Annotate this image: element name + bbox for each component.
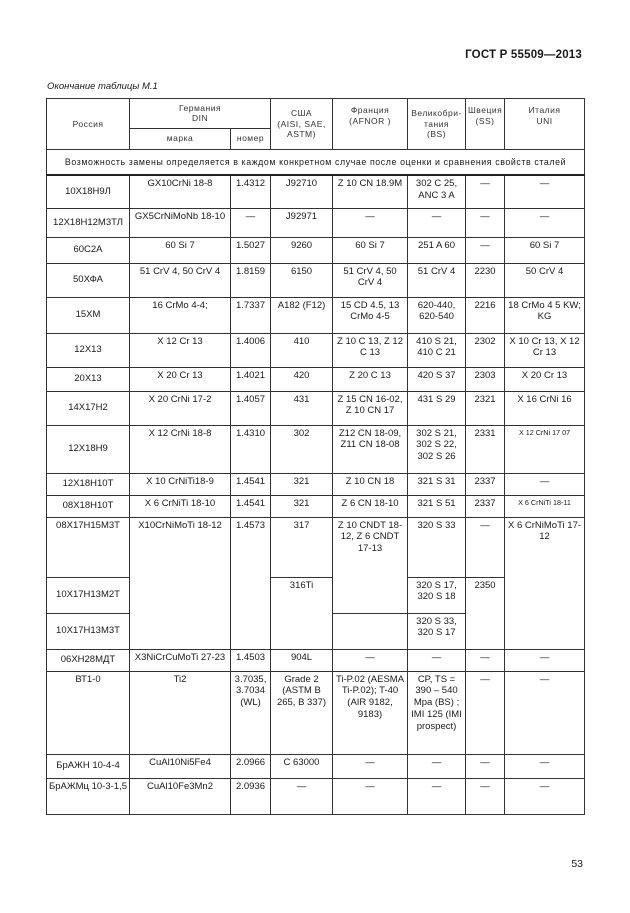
cell-uk: 321 S 51 <box>408 495 466 517</box>
cell-uk: 320 S 33 <box>408 517 466 577</box>
cell-italy: X 6 CrNiMoTi 17-12 <box>505 517 585 649</box>
cell-russia: 10Х18Н9Л <box>47 175 130 208</box>
cell-france: Z 10 CN 18.9M <box>333 175 408 208</box>
cell-sweden: — <box>466 175 505 208</box>
cell-usa: 316Ti <box>271 577 333 649</box>
cell-usa: 904L <box>271 649 333 671</box>
cell-uk: 302 C 25, ANC 3 A <box>408 175 466 208</box>
table-row <box>47 473 585 495</box>
cell-uk: 320 S 33, 320 S 17 <box>408 613 466 649</box>
cell-uk: 410 S 21, 410 C 21 <box>408 333 466 367</box>
col-sweden: Швеция (SS) <box>466 99 505 150</box>
cell-usa: 9260 <box>271 237 333 263</box>
cell-italy: 60 Si 7 <box>505 237 585 263</box>
col-france: Франция (AFNOR ) <box>333 99 408 150</box>
cell-sweden: 2230 <box>466 263 505 297</box>
cell-sweden: — <box>466 237 505 263</box>
table-row <box>47 577 585 613</box>
standard-header: ГОСТ Р 55509—2013 <box>465 49 582 61</box>
cell-uk: — <box>408 754 466 778</box>
cell-sweden: — <box>466 208 505 237</box>
cell-italy: — <box>505 778 585 814</box>
col-germany-number: номер <box>231 128 271 149</box>
table-row <box>47 263 585 297</box>
cell-france: 60 Si 7 <box>333 237 408 263</box>
cell-italy: — <box>505 175 585 208</box>
table-row <box>47 495 585 517</box>
cell-france: — <box>333 778 408 814</box>
cell-italy: X 16 CrNi 16 <box>505 391 585 425</box>
cell-sweden: 2303 <box>466 367 505 391</box>
cell-usa: J92710 <box>271 175 333 208</box>
cell-usa: 6150 <box>271 263 333 297</box>
cell-sweden: — <box>466 754 505 778</box>
cell-usa: 410 <box>271 333 333 367</box>
cell-uk: — <box>408 649 466 671</box>
cell-italy: X 10 Cr 13, X 12 Cr 13 <box>505 333 585 367</box>
cell-usa: J92971 <box>271 208 333 237</box>
col-uk: Великобри- тания (BS) <box>408 99 466 150</box>
cell-number: 1.4541 <box>231 495 271 517</box>
cell-mark: CuAl10Ni5Fe4 <box>130 754 231 778</box>
cell-usa: 431 <box>271 391 333 425</box>
cell-number: 3.7035, 3.7034 (WL) <box>231 671 271 754</box>
cell-number: 1.4573 <box>231 517 271 649</box>
cell-sweden: 2321 <box>466 391 505 425</box>
cell-number: 1.4006 <box>231 333 271 367</box>
cell-uk: — <box>408 778 466 814</box>
cell-france: — <box>333 649 408 671</box>
table-row <box>47 333 585 367</box>
cell-number: 1.4503 <box>231 649 271 671</box>
page-number: 53 <box>571 858 583 870</box>
cell-russia: 08Х17Н15М3Т <box>47 517 130 577</box>
col-usa: США (AISI, SAE, ASTM) <box>271 99 333 150</box>
cell-number: 1.8159 <box>231 263 271 297</box>
cell-mark: X 20 CrNi 17-2 <box>130 391 231 425</box>
table-row <box>47 208 585 237</box>
cell-russia: 60С2А <box>47 237 130 263</box>
table-row <box>47 778 585 814</box>
cell-usa: 317 <box>271 517 333 577</box>
col-germany: Германия DIN <box>130 99 271 129</box>
table-row <box>47 391 585 425</box>
cell-france: Z 20 C 13 <box>333 367 408 391</box>
table-row <box>47 425 585 473</box>
cell-number: 1.4310 <box>231 425 271 473</box>
cell-france: — <box>333 208 408 237</box>
cell-uk: 51 CrV 4 <box>408 263 466 297</box>
header-row <box>47 99 585 129</box>
cell-sweden: 2337 <box>466 495 505 517</box>
cell-italy: — <box>505 473 585 495</box>
table-caption: Окончание таблицы М.1 <box>47 81 158 92</box>
cell-france: — <box>333 754 408 778</box>
cell-number: 1.5027 <box>231 237 271 263</box>
cell-sweden: 2302 <box>466 333 505 367</box>
cell-sweden: — <box>466 517 505 577</box>
cell-mark: GX5CrNiMoNb 18-10 <box>130 208 231 237</box>
cell-france: Ti-P.02 (AESMA Ti-P.02); T-40 (AIR 9182, 9183) <box>333 671 408 754</box>
col-russia: Россия <box>47 99 130 150</box>
cell-russia: 12Х13 <box>47 333 130 367</box>
note-row <box>47 150 585 176</box>
cell-uk: 620-440, 620-540 <box>408 297 466 333</box>
cell-usa: 420 <box>271 367 333 391</box>
cell-number: 1.4057 <box>231 391 271 425</box>
table-row <box>47 649 585 671</box>
cell-mark: X3NiCrCuMoTi 27-23 <box>130 649 231 671</box>
table-row <box>47 297 585 333</box>
cell-mark: X 6 CrNiTi 18-10 <box>130 495 231 517</box>
cell-uk: 320 S 17, 320 S 18 <box>408 577 466 613</box>
cell-mark: 51 CrV 4, 50 CrV 4 <box>130 263 231 297</box>
cell-number: 2.0936 <box>231 778 271 814</box>
cell-sweden: 2337 <box>466 473 505 495</box>
cell-usa: — <box>271 778 333 814</box>
table-row <box>47 517 585 577</box>
cell-france <box>333 613 408 649</box>
cell-usa: 321 <box>271 495 333 517</box>
cell-uk: 420 S 37 <box>408 367 466 391</box>
cell-number: — <box>231 208 271 237</box>
cell-russia: 14Х17Н2 <box>47 391 130 425</box>
cell-uk: 431 S 29 <box>408 391 466 425</box>
cell-russia: 12Х18Н10Т <box>47 473 130 495</box>
cell-mark: X 10 CrNiTi18-9 <box>130 473 231 495</box>
cell-france: Z 10 C 13, Z 12 C 13 <box>333 333 408 367</box>
cell-italy: X 12 CrNi 17 07 <box>505 425 585 473</box>
table-row <box>47 671 585 754</box>
cell-sweden: 2331 <box>466 425 505 473</box>
cell-mark: GX10CrNi 18-8 <box>130 175 231 208</box>
cell-france: Z 15 CN 16-02, Z 10 CN 17 <box>333 391 408 425</box>
cell-france: Z 10 CN 18 <box>333 473 408 495</box>
cell-france: Z 6 CN 18-10 <box>333 495 408 517</box>
cell-italy: — <box>505 671 585 754</box>
cell-italy: X 6 CrNiTi 18-11 <box>505 495 585 517</box>
cell-russia: 10Х17Н13М2Т <box>47 577 130 613</box>
cell-italy: X 20 Cr 13 <box>505 367 585 391</box>
cell-usa: 321 <box>271 473 333 495</box>
cell-mark: 60 Si 7 <box>130 237 231 263</box>
cell-russia: 08Х18Н10Т <box>47 495 130 517</box>
cell-france: Z12 CN 18-09, Z11 CN 18-08 <box>333 425 408 473</box>
steel-equivalents-table <box>46 98 585 815</box>
cell-number: 1.4021 <box>231 367 271 391</box>
cell-sweden: — <box>466 649 505 671</box>
cell-number: 1.4312 <box>231 175 271 208</box>
cell-number: 2.0966 <box>231 754 271 778</box>
cell-usa: Grade 2 (ASTM B 265, B 337) <box>271 671 333 754</box>
cell-uk: 302 S 21, 302 S 22, 302 S 26 <box>408 425 466 473</box>
cell-russia: 20Х13 <box>47 367 130 391</box>
table-row <box>47 754 585 778</box>
col-italy: Италия UNI <box>505 99 585 150</box>
cell-italy: — <box>505 754 585 778</box>
cell-russia: 06ХН28МДТ <box>47 649 130 671</box>
cell-russia: 15ХМ <box>47 297 130 333</box>
cell-france: 51 CrV 4, 50 CrV 4 <box>333 263 408 297</box>
cell-russia: БрАЖМц 10-3-1,5 <box>47 778 130 814</box>
cell-sweden: 2350 <box>466 577 505 649</box>
cell-mark: X 12 Cr 13 <box>130 333 231 367</box>
cell-uk: 251 A 60 <box>408 237 466 263</box>
cell-sweden: 2216 <box>466 297 505 333</box>
col-germany-mark: марка <box>130 128 231 149</box>
cell-russia: ВТ1-0 <box>47 671 130 754</box>
cell-italy: 18 CrMo 4 5 KW; KG <box>505 297 585 333</box>
cell-france: Z 10 CNDT 18-12, Z 6 CNDT 17-13 <box>333 517 408 613</box>
cell-italy: 50 CrV 4 <box>505 263 585 297</box>
cell-mark: CuAl10Fe3Mn2 <box>130 778 231 814</box>
cell-mark: Ti2 <box>130 671 231 754</box>
cell-mark: X 20 Cr 13 <box>130 367 231 391</box>
cell-number: 1.7337 <box>231 297 271 333</box>
cell-uk: — <box>408 208 466 237</box>
cell-uk: 321 S 31 <box>408 473 466 495</box>
replacement-note: Возможность замены определяется в каждом конкретном случае после оценки и сравнения свойств сталей <box>47 150 585 176</box>
cell-mark: 16 CrMo 4-4; <box>130 297 231 333</box>
cell-russia: 50ХФА <box>47 263 130 297</box>
cell-sweden: — <box>466 778 505 814</box>
cell-russia: 10Х17Н13М3Т <box>47 613 130 649</box>
cell-russia: 12Х18Н12М3ТЛ <box>47 208 130 237</box>
cell-mark: X10CrNiMoTi 18-12 <box>130 517 231 649</box>
cell-russia: БрАЖН 10-4-4 <box>47 754 130 778</box>
cell-usa: 302 <box>271 425 333 473</box>
cell-usa: C 63000 <box>271 754 333 778</box>
table-row <box>47 367 585 391</box>
cell-russia: 12Х18Н9 <box>47 425 130 473</box>
cell-sweden: — <box>466 671 505 754</box>
cell-number: 1.4541 <box>231 473 271 495</box>
table-row <box>47 175 585 208</box>
cell-usa: A182 (F12) <box>271 297 333 333</box>
cell-france: 15 CD 4.5, 13 CrMo 4-5 <box>333 297 408 333</box>
cell-italy: — <box>505 208 585 237</box>
cell-uk: CP, TS = 390 – 540 Mpa (BS) ; IMI 125 (IMI prospect) <box>408 671 466 754</box>
table-row <box>47 237 585 263</box>
cell-italy: — <box>505 649 585 671</box>
cell-mark: X 12 CrNi 18-8 <box>130 425 231 473</box>
